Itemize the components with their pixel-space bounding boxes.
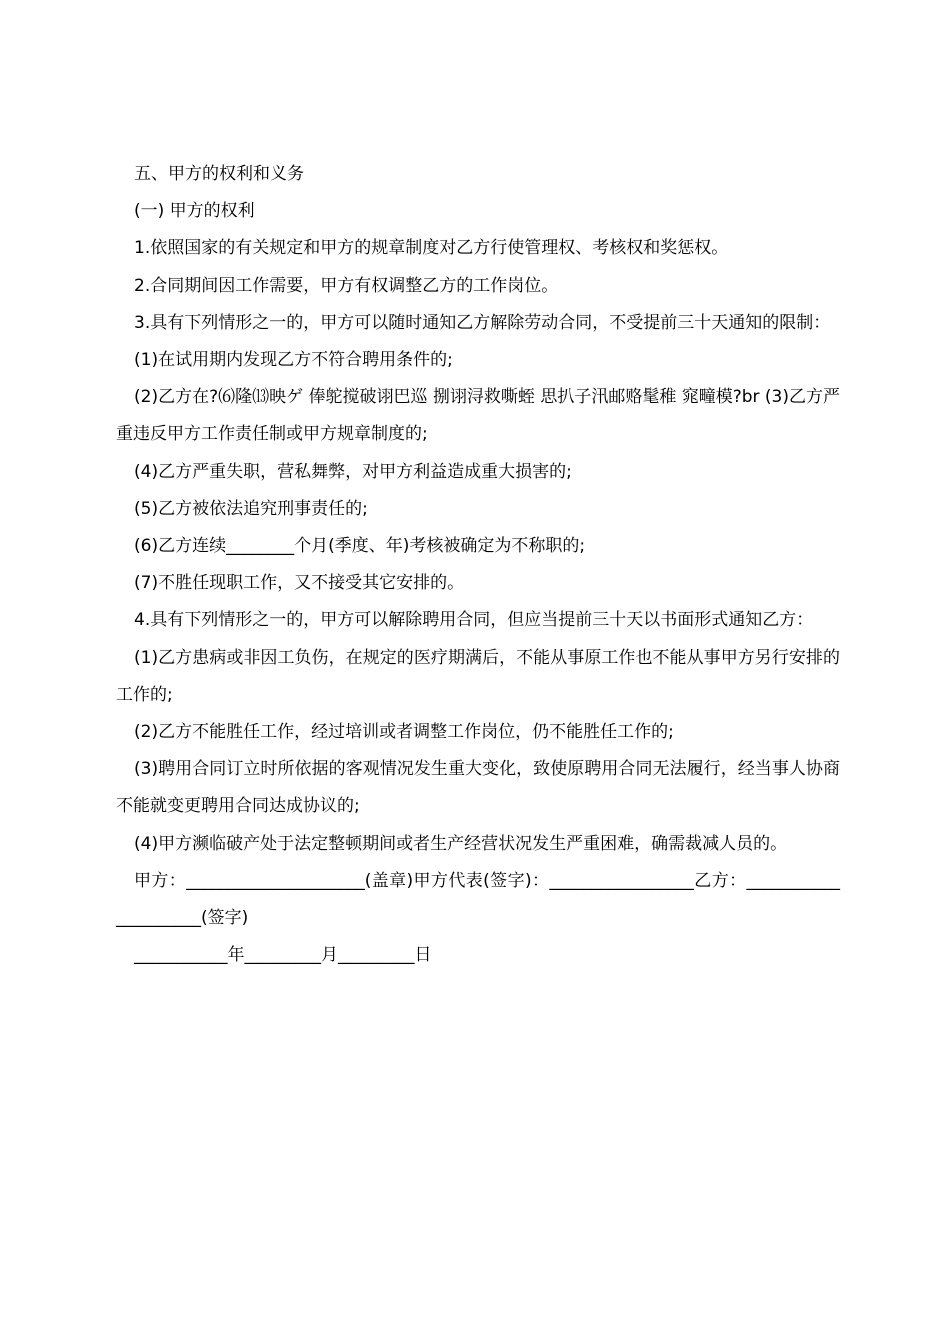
paragraph-4-item-3: (3)聘用合同订立时所依据的客观情况发生重大变化，致使原聘用合同无法履行，经当事人协商不能就变更聘用合同达成协议的; (116, 759, 840, 817)
document-body (116, 156, 840, 974)
paragraph-3: 3.具有下列情形之一的，甲方可以随时通知乙方解除劳动合同，不受提前三十天通知的限制： (134, 312, 831, 333)
signature-line: 甲方：_____________________(盖章)甲方代表(签字)：_________________乙方：_____________________(签字) (116, 870, 840, 929)
paragraph-3-item-5: (5)乙方被依法追究刑事责任的; (134, 498, 368, 519)
date-line: ___________年_________月_________日 (134, 945, 432, 966)
subsection-title: (一) 甲方的权利 (134, 201, 255, 222)
paragraph-1: 1.依照国家的有关规定和甲方的规章制度对乙方行使管理权、考核权和奖惩权。 (134, 238, 729, 259)
paragraph-3-item-2-3: (2)乙方在?⑹隆⒀映ゲ 俸鸵搅破诩巴巡 捌诩浔救嘶蛭 思扒子汛邮赂髦稚 窕疃模?br (3)乙方严重违反甲方工作责任制或甲方规章制度的; (116, 387, 841, 445)
paragraph-3-item-6: (6)乙方连续________个月(季度、年)考核被确定为不称职的; (134, 536, 586, 557)
paragraph-3-item-7: (7)不胜任现职工作，又不接受其它安排的。 (134, 573, 465, 594)
paragraph-3-item-4: (4)乙方严重失职，营私舞弊，对甲方利益造成重大损害的; (134, 461, 572, 482)
section-title: 五、甲方的权利和义务 (134, 164, 304, 184)
paragraph-4-item-4: (4)甲方濒临破产处于法定整顿期间或者生产经营状况发生严重困难，确需裁减人员的。 (134, 833, 788, 854)
paragraph-3-item-1: (1)在试用期内发现乙方不符合聘用条件的; (134, 350, 453, 371)
paragraph-4-item-2: (2)乙方不能胜任工作，经过培训或者调整工作岗位，仍不能胜任工作的; (134, 722, 674, 743)
paragraph-2: 2.合同期间因工作需要，甲方有权调整乙方的工作岗位。 (134, 275, 559, 296)
paragraph-4: 4.具有下列情形之一的，甲方可以解除聘用合同，但应当提前三十天以书面形式通知乙方： (134, 610, 814, 631)
paragraph-4-item-1: (1)乙方患病或非因工负伤，在规定的医疗期满后，不能从事原工作也不能从事甲方另行安排的工作的; (116, 647, 840, 705)
